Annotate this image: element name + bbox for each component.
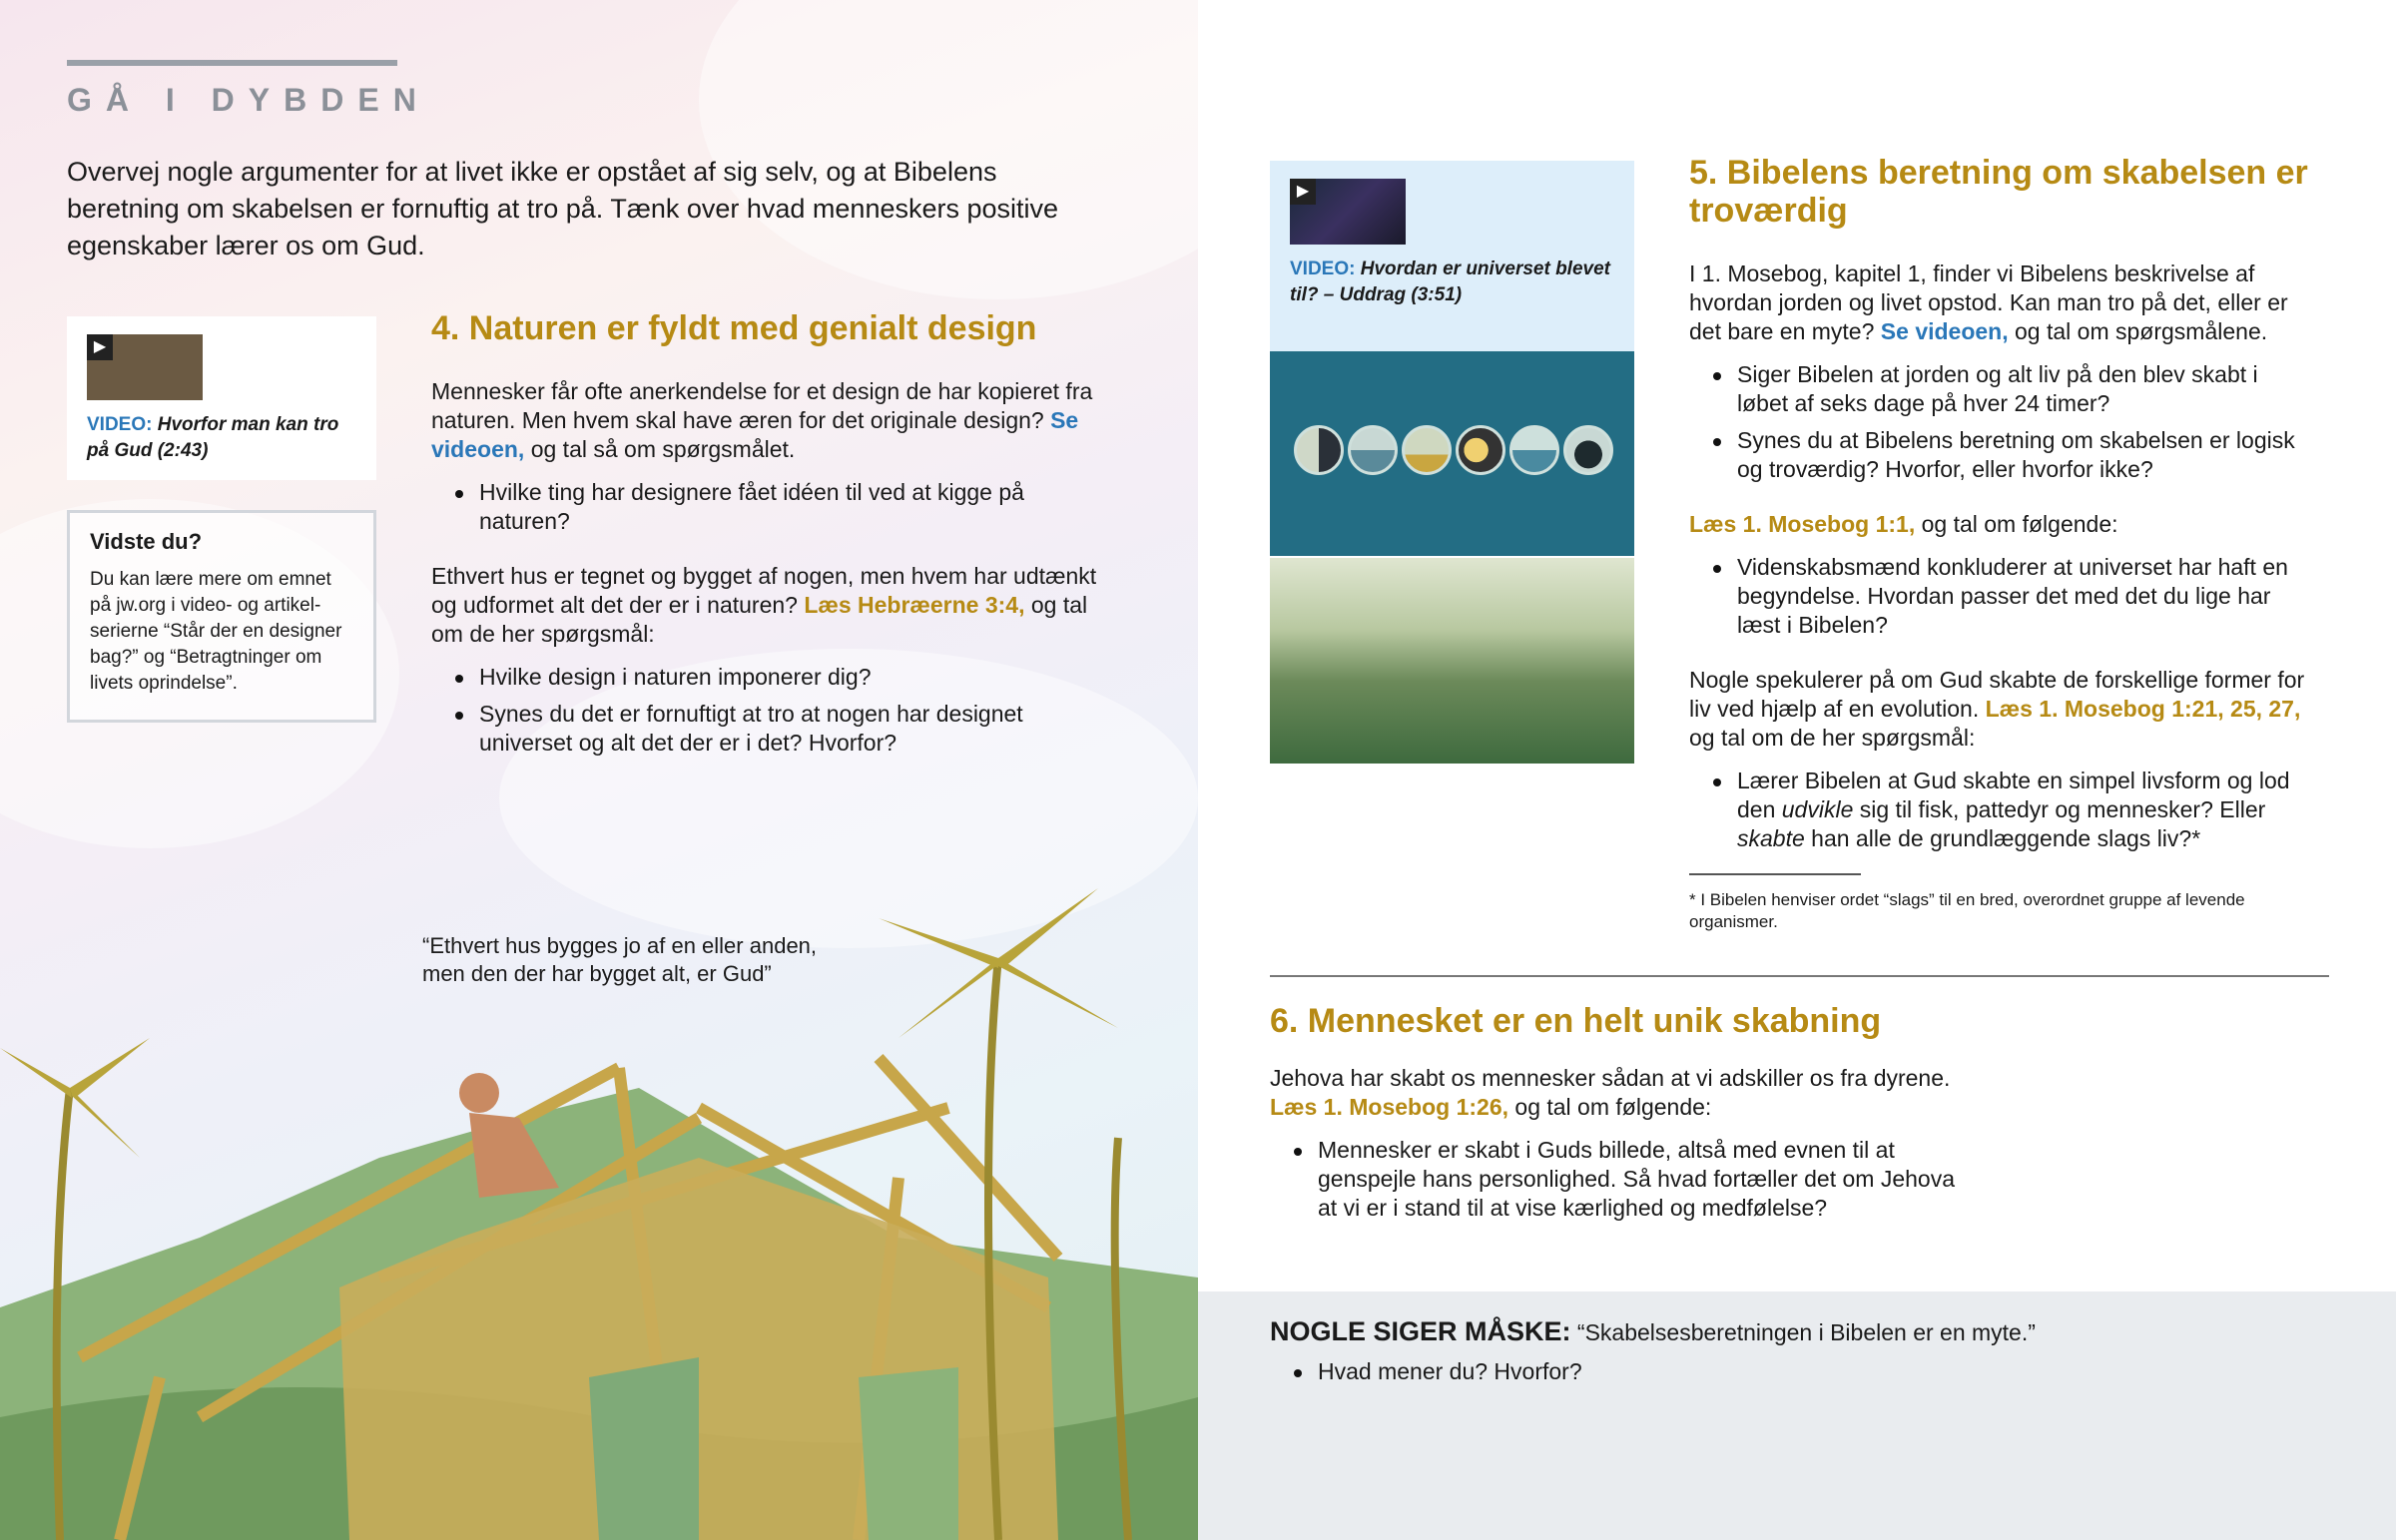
list-item: Videnskabsmænd konkluderer at universet har haft en begyndelse. Hvordan passer det med det du lige har læst i Bibelen? <box>1689 553 2308 640</box>
some-may-say-quote: “Skabelsesberetningen i Bibelen er en myte.” <box>1576 1319 2036 1345</box>
paragraph-end: og tal om følgende: <box>1514 1094 1712 1120</box>
did-you-know-text: Du kan lære mere om emnet på jw.org i video- og artikel-serierne “Står der en designer bag?” og “Betragtninger om livets oprindelse”. <box>90 569 342 694</box>
paragraph: Nogle spekulerer på om Gud skabte de forskellige former for liv ved hjælp af en evolution. <box>1689 667 2305 722</box>
play-icon[interactable]: ▶ <box>1290 179 1316 205</box>
paragraph-end: og tal om følgende: <box>1921 511 2118 537</box>
footnote-rule <box>1689 873 1861 875</box>
some-may-say <box>1270 1317 2328 1412</box>
paragraph-end: og tal om de her spørgsmål: <box>1689 725 1976 751</box>
scripture-quote: “Ethvert hus bygges jo af en eller anden, men den der har bygget alt, er Gud” <box>422 933 818 986</box>
video-thumbnail[interactable] <box>87 334 203 400</box>
list-item: Synes du at Bibelens beretning om skabelsen er logisk og troværdig? Hvorfor, eller hvorfor ikke? <box>1689 426 2308 484</box>
section-6-title: 6. Mennesket er en helt unik skabning <box>1270 1002 1882 1040</box>
video-title[interactable]: Hvordan er universet blevet til? – Uddrag <box>1290 258 1610 305</box>
section-4 <box>431 309 1110 783</box>
section-4-title: 4. Naturen er fyldt med genialt design <box>431 309 1037 347</box>
scripture-link[interactable]: Læs 1. Mosebog 1:1, <box>1689 511 1916 537</box>
see-video-link[interactable]: Se videoen, <box>1880 318 2009 344</box>
list-item: Synes du det er fornuftigt at tro at nogen har designet universet og alt det der er i det? Hvorfor? <box>431 700 1110 758</box>
list-item: Hvilke design i naturen imponerer dig? <box>431 663 1110 692</box>
landscape-illustration <box>1270 558 1634 764</box>
video-duration: (2:43) <box>157 440 209 461</box>
section-5 <box>1689 154 2308 959</box>
some-may-say-label: NOGLE SIGER MÅSKE: <box>1270 1316 1571 1346</box>
video-label: VIDEO: <box>1290 258 1356 279</box>
paragraph: Ethvert hus er tegnet og bygget af nogen, men hvem har udtænkt og udformet alt det der er i naturen? <box>431 563 1097 618</box>
paragraph: Mennesker får ofte anerkendelse for et design de har kopieret fra naturen. Men hvem skal have æren for det originale design? <box>431 378 1093 433</box>
footnote: * I Bibelen henviser ordet “slags” til en bred, overordnet gruppe af levende organismer. <box>1689 890 2245 931</box>
video-card-1[interactable] <box>67 316 376 480</box>
paragraph-end: og tal om spørgsmålene. <box>2015 318 2268 344</box>
list-item: Mennesker er skabt i Guds billede, altså med evnen til at genspejle hans personlighed. Så hvad fortæller det om Jehova at vi er i stand til at vise kærlighed og medfølelse? <box>1270 1136 1969 1223</box>
creation-days-illustration <box>1270 351 1634 556</box>
scripture-link[interactable]: Læs 1. Mosebog 1:26, <box>1270 1094 1509 1120</box>
section-6 <box>1270 1002 2308 1249</box>
section-divider <box>1270 975 2329 977</box>
section-5-title: 5. Bibelens beretning om skabelsen er troværdig <box>1689 154 2308 230</box>
intro-text: Overvej nogle argumenter for at livet ikke er opstået af sig selv, og at Bibelens beretning om skabelsen er fornuftig at tro på. Tænk over hvad menneskers positive egenskaber lærer os om Gud. <box>67 157 1059 260</box>
list-item: Lærer Bibelen at Gud skabte en simpel livsform og lod den udvikle sig til fisk, pattedyr og mennesker? Eller skabte han alle de grundlæggende slags liv?* <box>1689 767 2308 853</box>
scripture-link[interactable]: Læs 1. Mosebog 1:21, 25, 27, <box>1985 696 2301 722</box>
see-video-link[interactable]: Se videoen, <box>431 407 1079 462</box>
video-label: VIDEO: <box>87 414 153 435</box>
paragraph: I 1. Mosebog, kapitel 1, finder vi Bibelens beskrivelse af hvordan jorden og livet opstod. Kan man tro på det, eller er det bare en myte? <box>1689 260 2288 344</box>
header-rule <box>67 60 397 66</box>
video-thumbnail[interactable] <box>1290 179 1406 245</box>
video-panel-2[interactable] <box>1270 161 1634 764</box>
did-you-know-box <box>67 510 376 723</box>
video-title[interactable]: Hvorfor man kan tro på Gud <box>87 414 339 461</box>
play-icon[interactable]: ▶ <box>87 334 113 360</box>
list-item: Hvilke ting har designere fået idéen til ved at kigge på naturen? <box>431 478 1110 536</box>
list-item: Hvad mener du? Hvorfor? <box>1270 1357 2328 1386</box>
section-kicker: GÅ I DYBDEN <box>67 82 430 118</box>
paragraph-end: og tal om de her spørgsmål: <box>431 592 1088 647</box>
scripture-link[interactable]: Læs Hebræerne 3:4, <box>804 592 1025 618</box>
paragraph: Jehova har skabt os mennesker sådan at vi adskiller os fra dyrene. <box>1270 1065 1951 1091</box>
list-item: Siger Bibelen at jorden og alt liv på den blev skabt i løbet af seks dage på hver 24 timer? <box>1689 360 2308 418</box>
paragraph-end: og tal så om spørgsmålet. <box>530 436 796 462</box>
video-duration: (3:51) <box>1411 284 1463 305</box>
did-you-know-title: Vidste du? <box>90 529 203 554</box>
